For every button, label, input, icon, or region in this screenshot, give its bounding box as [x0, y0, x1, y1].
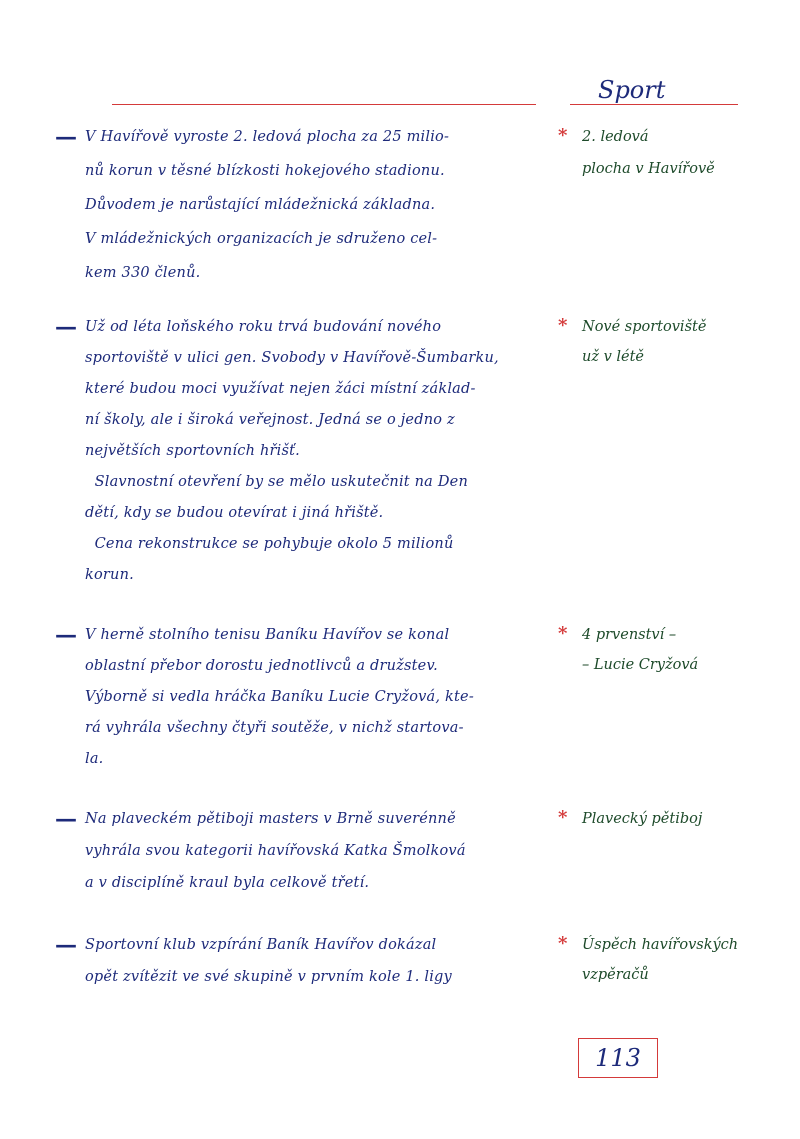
entry-line: rá vyhrála všechny čtyři soutěže, v nichž startova- — [85, 720, 464, 736]
asterisk-mark: * — [558, 125, 568, 146]
entry-line: V Havířově vyroste 2. ledová plocha za 25 milio- — [85, 129, 450, 145]
entry-bullet: — — [55, 806, 77, 832]
entry-line: ní školy, ale i široká veřejnost. Jedná se o jedno z — [85, 412, 455, 428]
entry-line: la. — [85, 751, 104, 767]
asterisk-mark: * — [558, 315, 568, 336]
asterisk-mark: * — [558, 807, 568, 828]
entry-line: největších sportovních hřišť. — [85, 443, 300, 459]
entry-bullet: — — [55, 314, 77, 340]
entry-line: Výborně si vedla hráčka Baníku Lucie Cryžová, kte- — [85, 689, 474, 705]
header-rule-right — [570, 104, 738, 105]
entry-text — [85, 804, 568, 900]
entry-text — [85, 312, 568, 591]
entry-text — [85, 620, 568, 775]
margin-note-line: plocha v Havířově — [582, 161, 715, 177]
entry-line: opět zvítězit ve své skupině v prvním kole 1. ligy — [85, 969, 452, 985]
asterisk-mark: * — [558, 623, 568, 644]
margin-note-line: – Lucie Cryžová — [582, 657, 699, 673]
entry-text — [85, 122, 568, 292]
margin-note-line: Plavecký pětiboj — [582, 811, 703, 827]
entry-line: které budou moci využívat nejen žáci místní základ- — [85, 381, 476, 397]
entry-line: Sportovní klub vzpírání Baník Havířov dokázal — [85, 937, 437, 953]
entry-line: dětí, kdy se budou otevírat i jiná hřiště. — [85, 505, 384, 521]
margin-note-line: Nové sportoviště — [582, 319, 707, 335]
entry-line: V mládežnických organizacích je sdruženo cel- — [85, 231, 438, 247]
entry-line: V herně stolního tenisu Baníku Havířov se konal — [85, 627, 450, 643]
entry-line: kem 330 členů. — [85, 265, 201, 281]
entry-line: nů korun v těsné blízkosti hokejového stadionu. — [85, 163, 445, 179]
entry-line: korun. — [85, 567, 134, 583]
entry-line: a v disciplíně kraul byla celkově třetí. — [85, 875, 370, 891]
page-number-box: 113 — [578, 1038, 658, 1078]
margin-note-line: už v létě — [582, 349, 645, 365]
entry-bullet: — — [55, 124, 77, 150]
entry-line: Cena rekonstrukce se pohybuje okolo 5 milionů — [85, 536, 454, 552]
entry-line: oblastní přebor dorostu jednotlivců a družstev. — [85, 658, 438, 674]
entry-text — [85, 930, 568, 994]
entry-line: Už od léta loňského roku trvá budování nového — [85, 319, 442, 335]
margin-note-line: vzpěračů — [582, 967, 649, 983]
entry-line: vyhrála svou kategorii havířovská Katka Šmolková — [85, 843, 466, 859]
margin-note-line: Úspěch havířovských — [582, 937, 739, 953]
header-rule-left — [112, 104, 536, 105]
entry-bullet: — — [55, 932, 77, 958]
entry-line: Slavnostní otevření by se mělo uskutečnit na Den — [85, 474, 468, 490]
section-heading: Sport — [598, 76, 666, 104]
entry-line: Důvodem je narůstající mládežnická základna. — [85, 197, 436, 213]
asterisk-mark: * — [558, 933, 568, 954]
entry-line: Na plaveckém pětiboji masters v Brně suverénně — [85, 811, 456, 827]
margin-note-line: 4 prvenství – — [582, 627, 677, 643]
margin-note-line: 2. ledová — [582, 129, 649, 145]
entry-bullet: — — [55, 622, 77, 648]
entry-line: sportoviště v ulici gen. Svobody v Havířově-Šumbarku, — [85, 350, 499, 366]
